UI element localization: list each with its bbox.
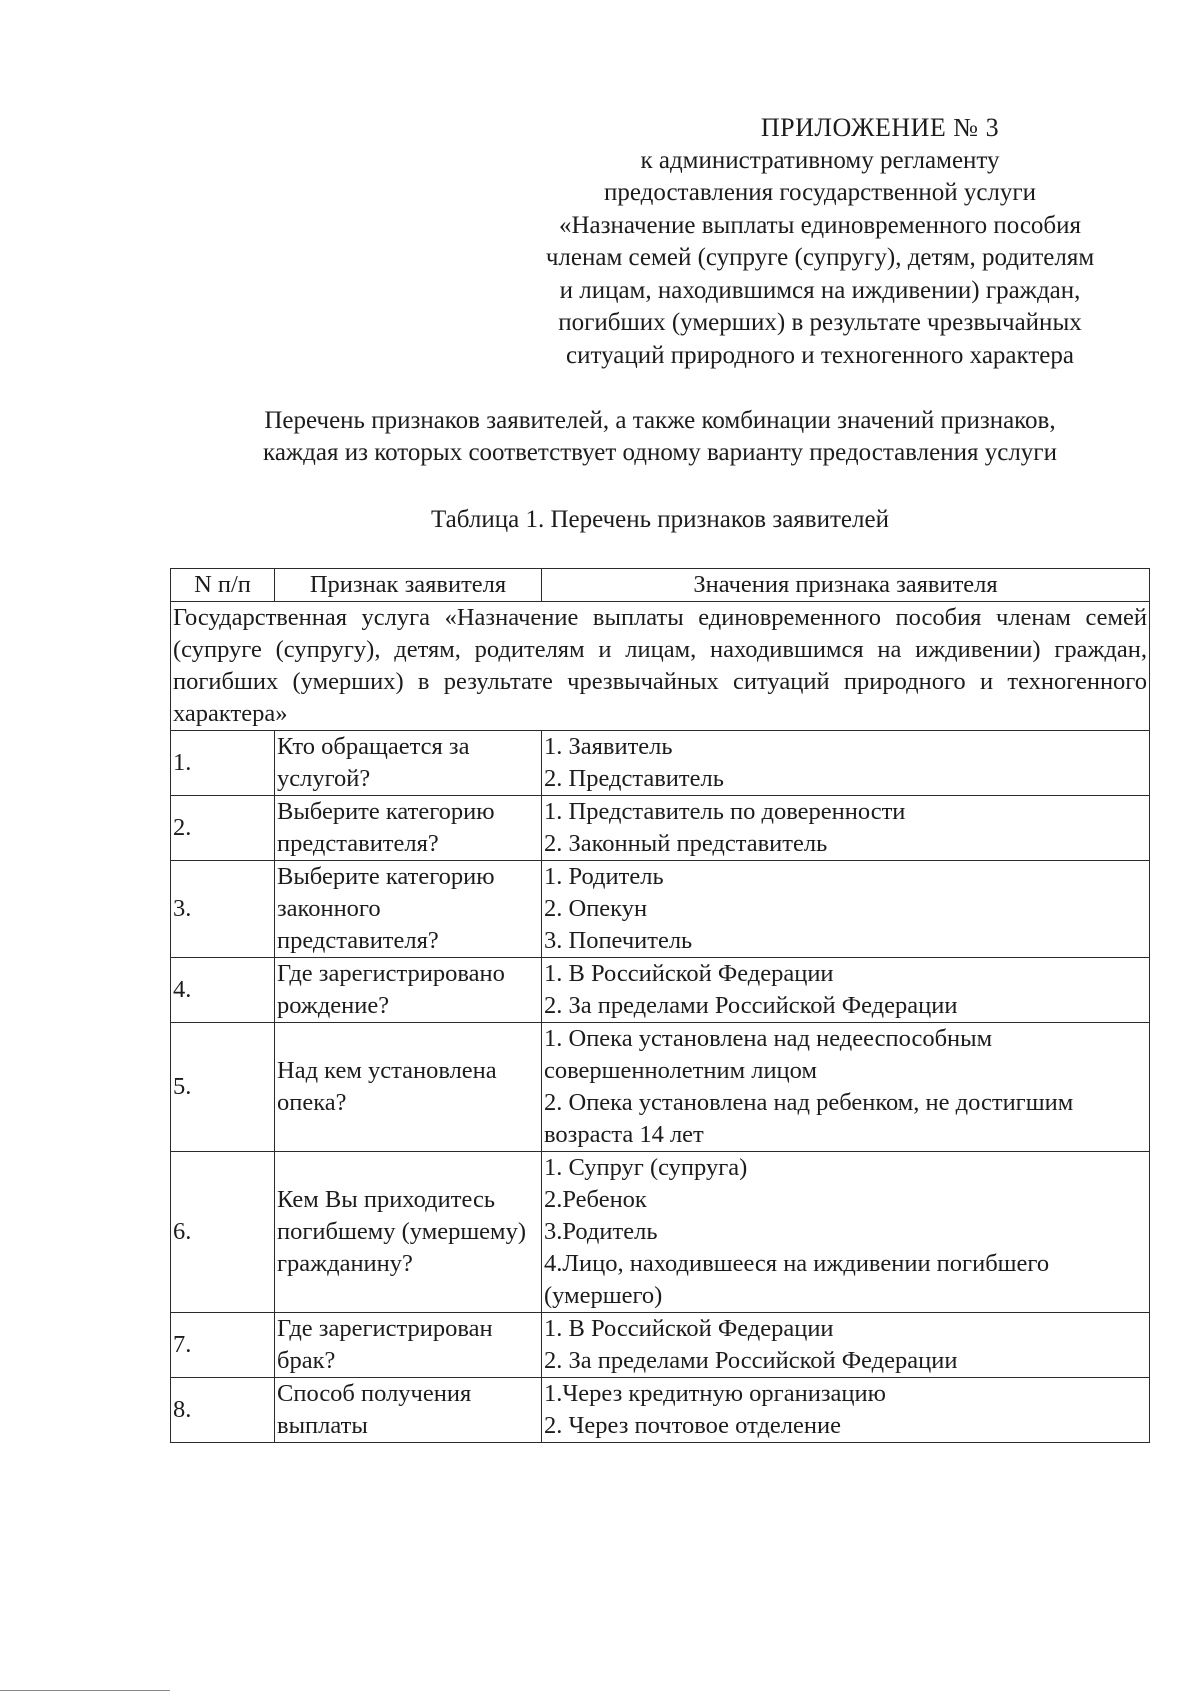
value-item: 2. Опекун	[544, 895, 648, 922]
row-values	[542, 731, 1150, 796]
value-item: 4.Лицо, находившееся на иждивении погибшего (умершего)	[544, 1250, 1050, 1309]
row-values	[542, 1023, 1150, 1152]
table-row	[171, 1152, 1150, 1313]
row-feature: Кем Вы приходитесь погибшему (умершему) гражданину?	[275, 1152, 542, 1313]
value-item: 2. Опека установлена над ребенком, не достигшим возраста 14 лет	[544, 1089, 1074, 1148]
row-number: 4.	[171, 958, 275, 1023]
heading-line: каждая из которых соответствует одному варианту предоставления услуги	[263, 439, 1057, 466]
value-item: 1.Через кредитную организацию	[544, 1380, 886, 1407]
row-feature: Выберите категорию представителя?	[275, 796, 542, 861]
row-number: 6.	[171, 1152, 275, 1313]
value-item: 2.Ребенок	[544, 1186, 647, 1213]
value-item: 1. Родитель	[544, 863, 664, 890]
appendix-line: и лицам, находившимся на иждивении) граждан,	[559, 276, 1081, 304]
value-item: 2. Через почтовое отделение	[544, 1412, 842, 1439]
row-values	[542, 796, 1150, 861]
row-number: 7.	[171, 1313, 275, 1378]
value-item: 2. Законный представитель	[544, 830, 828, 857]
appendix-line: погибших (умерших) в результате чрезвычайных	[558, 309, 1082, 336]
row-values	[542, 958, 1150, 1023]
row-values	[542, 1378, 1150, 1443]
footer-divider	[0, 1690, 170, 1691]
value-item: 3.Родитель	[544, 1218, 658, 1245]
table-caption: Таблица 1. Перечень признаков заявителей	[431, 506, 889, 533]
value-item: 1. Представитель по доверенности	[544, 798, 906, 825]
heading-line: Перечень признаков заявителей, а также комбинации значений признаков,	[264, 407, 1056, 434]
row-feature: Кто обращается за услугой?	[275, 731, 542, 796]
table-row	[171, 796, 1150, 861]
value-item: 2. За пределами Российской Федерации	[544, 992, 958, 1019]
row-feature: Где зарегистрировано рождение?	[275, 958, 542, 1023]
row-feature: Над кем установлена опека?	[275, 1023, 542, 1152]
service-row	[171, 602, 1150, 731]
table-row	[171, 1378, 1150, 1443]
header-values: Значения признака заявителя	[542, 569, 1150, 602]
row-feature: Выберите категорию законного представителя?	[275, 861, 542, 958]
value-item: 3. Попечитель	[544, 927, 693, 954]
appendix-line: членам семей (супруге (супругу), детям, родителям	[545, 244, 1095, 271]
table-row	[171, 1023, 1150, 1152]
row-number: 5.	[171, 1023, 275, 1152]
row-values	[542, 1152, 1150, 1313]
appendix-title: ПРИЛОЖЕНИЕ № 3	[760, 113, 1000, 142]
section-heading	[170, 405, 1150, 469]
row-feature: Способ получения выплаты	[275, 1378, 542, 1443]
appendix-line: предоставления государственной услуги	[603, 179, 1037, 206]
value-item: 1. Супруг (супруга)	[544, 1154, 748, 1181]
row-number: 3.	[171, 861, 275, 958]
table-row	[171, 861, 1150, 958]
value-item: 2. Представитель	[544, 765, 724, 792]
table-row	[171, 1313, 1150, 1378]
table-header-row	[171, 569, 1150, 602]
appendix-line: ситуаций природного и техногенного характера	[566, 341, 1074, 369]
table-row	[171, 731, 1150, 796]
value-item: 1. Опека установлена над недееспособным совершеннолетним лицом	[544, 1025, 993, 1084]
header-feature: Признак заявителя	[275, 569, 542, 602]
value-item: 1. В Российской Федерации	[544, 1315, 834, 1342]
value-item: 1. Заявитель	[544, 733, 673, 760]
row-values	[542, 861, 1150, 958]
features-table	[170, 568, 1150, 1443]
row-values	[542, 1313, 1150, 1378]
value-item: 1. В Российской Федерации	[544, 960, 834, 987]
service-name-cell: Государственная услуга «Назначение выплаты единовременного пособия членам семей (супруге (супругу), детям, родителям и лицам, находившимся на иждивении) граждан, погибших (умерших) в результате чрезвычайных ситуаций природного и техногенного характера»	[171, 602, 1150, 731]
table-row	[171, 958, 1150, 1023]
row-number: 8.	[171, 1378, 275, 1443]
row-number: 2.	[171, 796, 275, 861]
value-item: 2. За пределами Российской Федерации	[544, 1347, 958, 1374]
appendix-block	[480, 112, 1160, 372]
row-number: 1.	[171, 731, 275, 796]
header-number: N п/п	[171, 569, 275, 602]
row-feature: Где зарегистрирован брак?	[275, 1313, 542, 1378]
appendix-line: к административному регламенту	[640, 146, 1000, 174]
appendix-line: «Назначение выплаты единовременного пособия	[558, 211, 1082, 239]
